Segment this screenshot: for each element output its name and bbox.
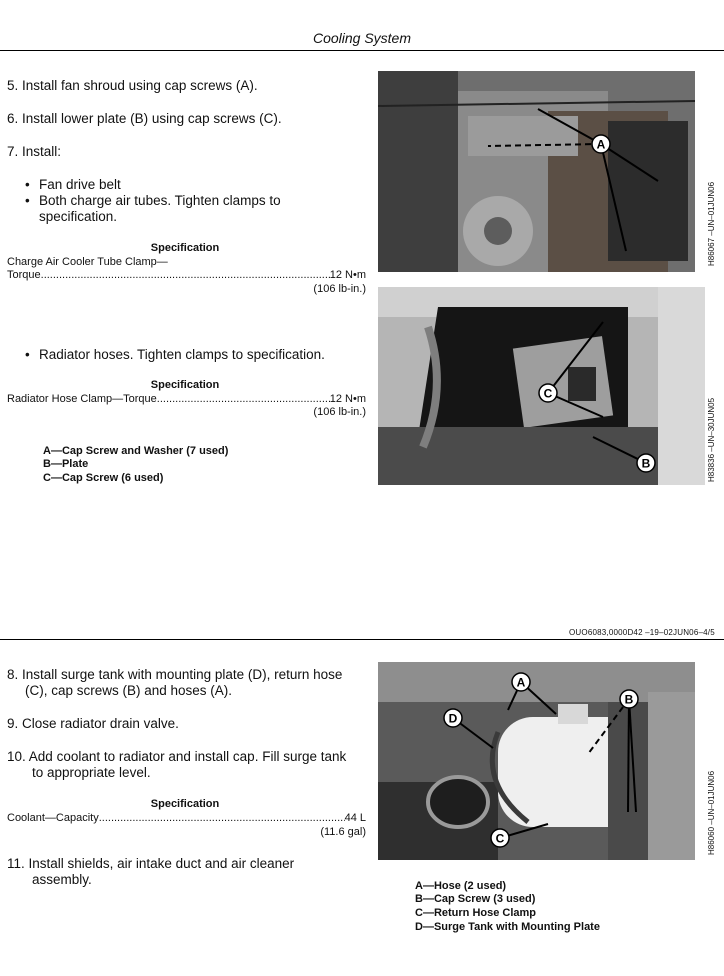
spec-heading: Specification — [150, 379, 220, 391]
legend-b: B—Plate — [43, 458, 89, 470]
spec-alt-value: (106 lb-in.) — [313, 283, 366, 295]
legend-c: C—Return Hose Clamp — [415, 907, 537, 919]
photo-surge-tank — [378, 662, 695, 860]
step-8: 8. Install surge tank with mounting plate (D), return hose — [7, 667, 343, 682]
legend-d: D—Surge Tank with Mounting Plate — [415, 921, 600, 933]
photo-fan-shroud — [378, 71, 695, 272]
step-11-cont: assembly. — [32, 872, 92, 887]
bullet-charge-tubes-cont: specification. — [39, 209, 118, 224]
section-rule — [0, 639, 724, 640]
step-6: 6. Install lower plate (B) using cap screws (C). — [7, 111, 282, 126]
photo-id-2: H83836 –UN–30JUN05 — [707, 397, 716, 482]
callout-a: A — [516, 675, 526, 690]
page-title: Cooling System — [312, 30, 412, 46]
spec-alt-value: (11.6 gal) — [320, 826, 366, 838]
callout-d: D — [448, 711, 458, 726]
legend-a: A—Hose (2 used) — [415, 880, 507, 892]
photo-id-3: H86060 –UN–01JUN06 — [707, 770, 716, 855]
reference-code: OUO6083,0000D42 –19–02JUN06–4/5 — [569, 628, 715, 637]
bullet-fan-belt: • Fan drive belt — [39, 177, 121, 193]
step-5: 5. Install fan shroud using cap screws (A). — [7, 78, 258, 93]
photo-lower-plate — [378, 287, 705, 485]
step-10-cont: to appropriate level. — [32, 765, 151, 780]
step-10: 10. Add coolant to radiator and install cap. Fill surge tank — [7, 749, 347, 764]
bullet-charge-tubes: • Both charge air tubes. Tighten clamps to — [39, 193, 281, 209]
spec-label-line: Charge Air Cooler Tube Clamp— — [7, 256, 168, 268]
callout-c: C — [495, 831, 505, 846]
step-8-cont: (C), cap screws (B) and hoses (A). — [25, 683, 233, 698]
bullet-radiator-hoses: • Radiator hoses. Tighten clamps to specification. — [39, 347, 325, 363]
step-11: 11. Install shields, air intake duct and air cleaner — [7, 856, 295, 871]
callout-b: B — [641, 456, 651, 471]
legend-b: B—Cap Screw (3 used) — [415, 893, 536, 905]
step-9: 9. Close radiator drain valve. — [7, 716, 179, 731]
header-rule — [0, 50, 724, 51]
callout-b: B — [624, 692, 634, 707]
legend-a: A—Cap Screw and Washer (7 used) — [43, 445, 229, 457]
spec-row: Radiator Hose Clamp—Torque ..... 12 N•m — [7, 393, 366, 406]
callout-c: C — [543, 386, 553, 401]
spec-row: Coolant—Capacity ..... 44 L — [7, 812, 366, 825]
photo-id-1: H86067 –UN–01JUN06 — [707, 181, 716, 266]
legend-c: C—Cap Screw (6 used) — [43, 472, 164, 484]
callout-a: A — [596, 137, 606, 152]
spec-alt-value: (106 lb-in.) — [313, 406, 366, 418]
spec-heading: Specification — [150, 242, 220, 254]
spec-heading: Specification — [150, 798, 220, 810]
spec-row: Torque ..... 12 N•m — [7, 269, 366, 282]
step-7: 7. Install: — [7, 144, 62, 159]
